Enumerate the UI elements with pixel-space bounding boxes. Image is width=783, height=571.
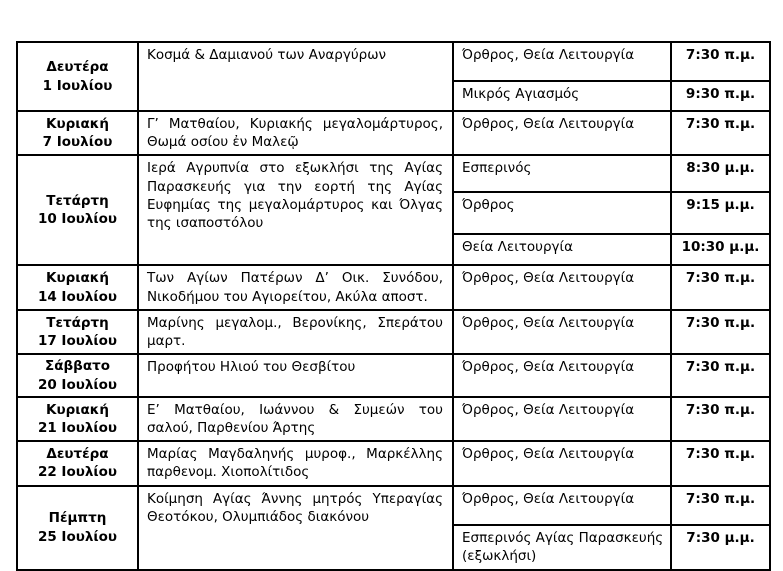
service-schedule-table bbox=[16, 41, 771, 571]
date-cell bbox=[17, 441, 138, 485]
description-cell: Των Αγίων Πατέρων Δ’ Οικ. Συνόδου, Νικοδήμου του Αγιορείτου, Ακύλα αποστ. bbox=[138, 265, 453, 309]
time-cell: 8:30 μ.μ. bbox=[671, 155, 770, 192]
table-row bbox=[17, 155, 770, 192]
service-cell: Όρθρος bbox=[453, 192, 671, 234]
time-cell: 7:30 π.μ. bbox=[671, 310, 770, 354]
service-cell: Όρθρος, Θεία Λειτουργία bbox=[453, 111, 671, 155]
service-cell: Εσπερινός Αγίας Παρασκευής (εξωκλήσι) bbox=[453, 525, 671, 570]
date-cell bbox=[17, 397, 138, 441]
service-cell: Όρθρος, Θεία Λειτουργία bbox=[453, 265, 671, 309]
day-date: 25 Ιουλίου bbox=[37, 528, 118, 545]
description-cell: Ε’ Ματθαίου, Ιωάννου & Συμεών του σαλού, Παρθενίου Άρτης bbox=[138, 397, 453, 441]
day-name: Τετάρτη bbox=[46, 193, 109, 210]
table-row bbox=[17, 42, 770, 81]
time-cell: 9:15 μ.μ. bbox=[671, 192, 770, 234]
date-cell bbox=[17, 111, 138, 155]
time-cell: 7:30 μ.μ. bbox=[671, 525, 770, 570]
day-date: 20 Ιουλίου bbox=[37, 376, 118, 393]
day-date: 10 Ιουλίου bbox=[37, 211, 118, 228]
table-row bbox=[17, 441, 770, 485]
day-date: 17 Ιουλίου bbox=[37, 333, 118, 350]
day-name: Κυριακή bbox=[46, 401, 109, 418]
day-date: 21 Ιουλίου bbox=[37, 419, 118, 436]
description-cell: Κοίμηση Αγίας Άννης μητρός Υπεραγίας Θεοτόκου, Ολυμπιάδος διακόνου bbox=[138, 486, 453, 570]
time-cell: 7:30 π.μ. bbox=[671, 486, 770, 525]
table-row bbox=[17, 486, 770, 525]
service-cell: Όρθρος, Θεία Λειτουργία bbox=[453, 354, 671, 396]
table-row bbox=[17, 397, 770, 441]
time-cell: 7:30 π.μ. bbox=[671, 397, 770, 441]
time-cell: 7:30 π.μ. bbox=[671, 265, 770, 309]
date-cell bbox=[17, 310, 138, 354]
day-date: 14 Ιουλίου bbox=[37, 288, 118, 305]
description-cell: Ιερά Αγρυπνία στο εξωκλήσι της Αγίας Παρασκευής για την εορτή της Αγίας Ευφημίας της μεγαλομάρτυρος και Όλγας της ισαποστόλου bbox=[138, 155, 453, 265]
day-name: Δευτέρα bbox=[46, 446, 109, 463]
description-cell: Γ’ Ματθαίου, Κυριακής μεγαλομάρτυρος, Θωμά οσίου ἐν Μαλεῷ bbox=[138, 111, 453, 155]
table-row bbox=[17, 310, 770, 354]
time-cell: 7:30 π.μ. bbox=[671, 42, 770, 81]
time-cell: 7:30 π.μ. bbox=[671, 354, 770, 396]
day-date: 7 Ιουλίου bbox=[42, 134, 113, 151]
day-name: Κυριακή bbox=[46, 116, 109, 132]
day-name: Τετάρτη bbox=[46, 314, 109, 331]
table-row bbox=[17, 265, 770, 309]
service-cell: Όρθρος, Θεία Λειτουργία bbox=[453, 310, 671, 354]
table-row bbox=[17, 354, 770, 396]
service-cell: Όρθρος, Θεία Λειτουργία bbox=[453, 486, 671, 525]
description-cell: Μαρίνης μεγαλομ., Βερονίκης, Σπεράτου μαρτ. bbox=[138, 310, 453, 354]
time-cell: 9:30 π.μ. bbox=[671, 81, 770, 111]
table-row bbox=[17, 111, 770, 155]
day-name: Πέμπτη bbox=[48, 510, 107, 527]
service-cell: Όρθρος, Θεία Λειτουργία bbox=[453, 397, 671, 441]
day-name: Σάββατο bbox=[45, 358, 110, 375]
day-date: 1 Ιουλίου bbox=[42, 77, 113, 94]
date-cell bbox=[17, 486, 138, 570]
service-cell: Εσπερινός bbox=[453, 155, 671, 192]
date-cell bbox=[17, 42, 138, 111]
description-cell: Κοσμά & Δαμιανού των Αναργύρων bbox=[138, 42, 453, 111]
day-date: 22 Ιουλίου bbox=[37, 464, 118, 481]
description-cell: Προφήτου Ηλιού του Θεσβίτου bbox=[138, 354, 453, 396]
service-cell: Μικρός Αγιασμός bbox=[453, 81, 671, 111]
service-cell: Όρθρος, Θεία Λειτουργία bbox=[453, 42, 671, 81]
schedule-table-container bbox=[16, 41, 771, 571]
description-cell: Μαρίας Μαγδαληνής μυροφ., Μαρκέλλης παρθενομ. Χιοπολίτιδος bbox=[138, 441, 453, 485]
date-cell bbox=[17, 155, 138, 265]
service-cell: Θεία Λειτουργία bbox=[453, 234, 671, 265]
service-cell: Όρθρος, Θεία Λειτουργία bbox=[453, 441, 671, 485]
time-cell: 7:30 π.μ. bbox=[671, 111, 770, 155]
time-cell: 7:30 π.μ. bbox=[671, 441, 770, 485]
day-name: Δευτέρα bbox=[46, 59, 109, 76]
day-name: Κυριακή bbox=[46, 270, 109, 287]
date-cell bbox=[17, 354, 138, 396]
time-cell: 10:30 μ.μ. bbox=[671, 234, 770, 265]
date-cell bbox=[17, 265, 138, 309]
